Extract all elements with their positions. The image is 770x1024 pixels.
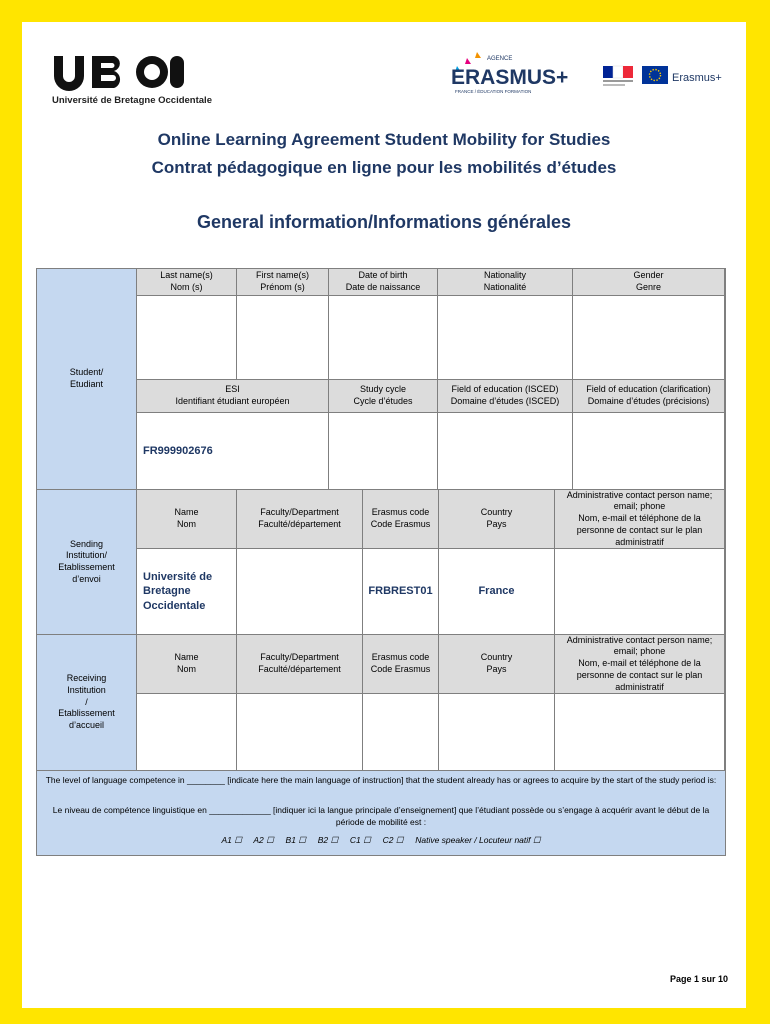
header-date-of-birth: Date of birth Date de naissance [329, 269, 438, 296]
field-clarification-field[interactable] [573, 413, 725, 490]
general-information-form [36, 268, 726, 856]
language-level-checkboxes[interactable]: A1 ☐ A2 ☐ B1 ☐ B2 ☐ C1 ☐ C2 ☐ Native speaker / Locuteur natif ☐ [221, 835, 541, 845]
header-last-name: Last name(s) Nom (s) [137, 269, 237, 296]
french-republic-logo [603, 66, 633, 86]
receiving-contact-field[interactable] [555, 694, 725, 771]
receiving-header-erasmus-code: Erasmus code Code Erasmus [363, 635, 439, 694]
sending-header-contact: Administrative contact person name; email; phone Nom, e-mail et téléphone de la personne de contact sur le plan administratif [555, 490, 725, 549]
sending-erasmus-code-field[interactable]: FRBREST01 [363, 549, 439, 635]
eu-erasmus-label: Erasmus+ [672, 72, 722, 84]
eu-flag-icon [642, 66, 668, 84]
erasmus-agency-text: AGENCE [487, 56, 513, 62]
language-competence-box [37, 771, 725, 855]
nationality-field[interactable] [438, 296, 573, 380]
title-french: Contrat pédagogique en ligne pour les mobilités d’études [151, 158, 617, 177]
receiving-country-field[interactable] [439, 694, 555, 771]
receiving-erasmus-code-field[interactable] [363, 694, 439, 771]
receiving-header-faculty: Faculty/Department Faculté/département [237, 635, 363, 694]
header-field-isced: Field of education (ISCED) Domaine d’études (ISCED) [438, 380, 573, 413]
header-gender: Gender Genre [573, 269, 725, 296]
date-of-birth-field[interactable] [329, 296, 438, 380]
gender-field[interactable] [573, 296, 725, 380]
receiving-header-country: Country Pays [439, 635, 555, 694]
header-first-name: First name(s) Prénom (s) [237, 269, 329, 296]
first-name-field[interactable] [237, 296, 329, 380]
sending-contact-field[interactable] [555, 549, 725, 635]
student-section-label: Student/ Etudiant [37, 269, 137, 490]
sending-section-label: Sending Institution/ Etablissement d’envoi [37, 490, 137, 635]
language-text-french: Le niveau de compétence linguistique en _____________ [indiquer ici la langue principale d’enseignement] que l’étudiant possède ou s’engage à acquérir avant le début de la période de mobilité est : [52, 805, 710, 827]
ubo-subtitle: Université de Bretagne Occidentale [52, 95, 212, 106]
erasmus-tagline: FRANCE / ÉDUCATION FORMATION [455, 89, 532, 94]
sending-name-field[interactable]: Université de Bretagne Occidentale [137, 549, 237, 635]
page-number: Page 1 sur 10 [669, 974, 728, 984]
erasmus-wordmark: ERASMUS+ [451, 66, 569, 89]
sending-header-erasmus-code: Erasmus code Code Erasmus [363, 490, 439, 549]
receiving-name-field[interactable] [137, 694, 237, 771]
erasmus-agency-logo [447, 44, 747, 96]
receiving-section-label: Receiving Institution / Etablissement d’accueil [37, 635, 137, 771]
document-page [22, 22, 746, 1008]
esi-field[interactable]: FR999902676 [137, 413, 329, 490]
sending-header-name: Name Nom [137, 490, 237, 549]
header-nationality: Nationality Nationalité [438, 269, 573, 296]
receiving-faculty-field[interactable] [237, 694, 363, 771]
header-study-cycle: Study cycle Cycle d’études [329, 380, 438, 413]
study-cycle-field[interactable] [329, 413, 438, 490]
header-esi: ESI Identifiant étudiant européen [137, 380, 329, 413]
sending-country-field[interactable]: France [439, 549, 555, 635]
header-field-clarification: Field of education (clarification) Domaine d’études (précisions) [573, 380, 725, 413]
ubo-logo [52, 52, 212, 106]
title-english: Online Learning Agreement Student Mobility for Studies [157, 130, 611, 149]
sending-faculty-field[interactable] [237, 549, 363, 635]
ubo-logo-mark [52, 52, 188, 92]
receiving-header-contact: Administrative contact person name; email; phone Nom, e-mail et téléphone de la personne de contact sur le plan administratif [555, 635, 725, 694]
section-title: General information/Informations générales [196, 212, 572, 232]
language-text-english: The level of language competence in ________ [indicate here the main language of instruction] that the student already has or agrees to acquire by the start of the study period is: [45, 775, 717, 785]
field-isced-field[interactable] [438, 413, 573, 490]
last-name-field[interactable] [137, 296, 237, 380]
sending-header-faculty: Faculty/Department Faculté/département [237, 490, 363, 549]
sending-header-country: Country Pays [439, 490, 555, 549]
receiving-header-name: Name Nom [137, 635, 237, 694]
